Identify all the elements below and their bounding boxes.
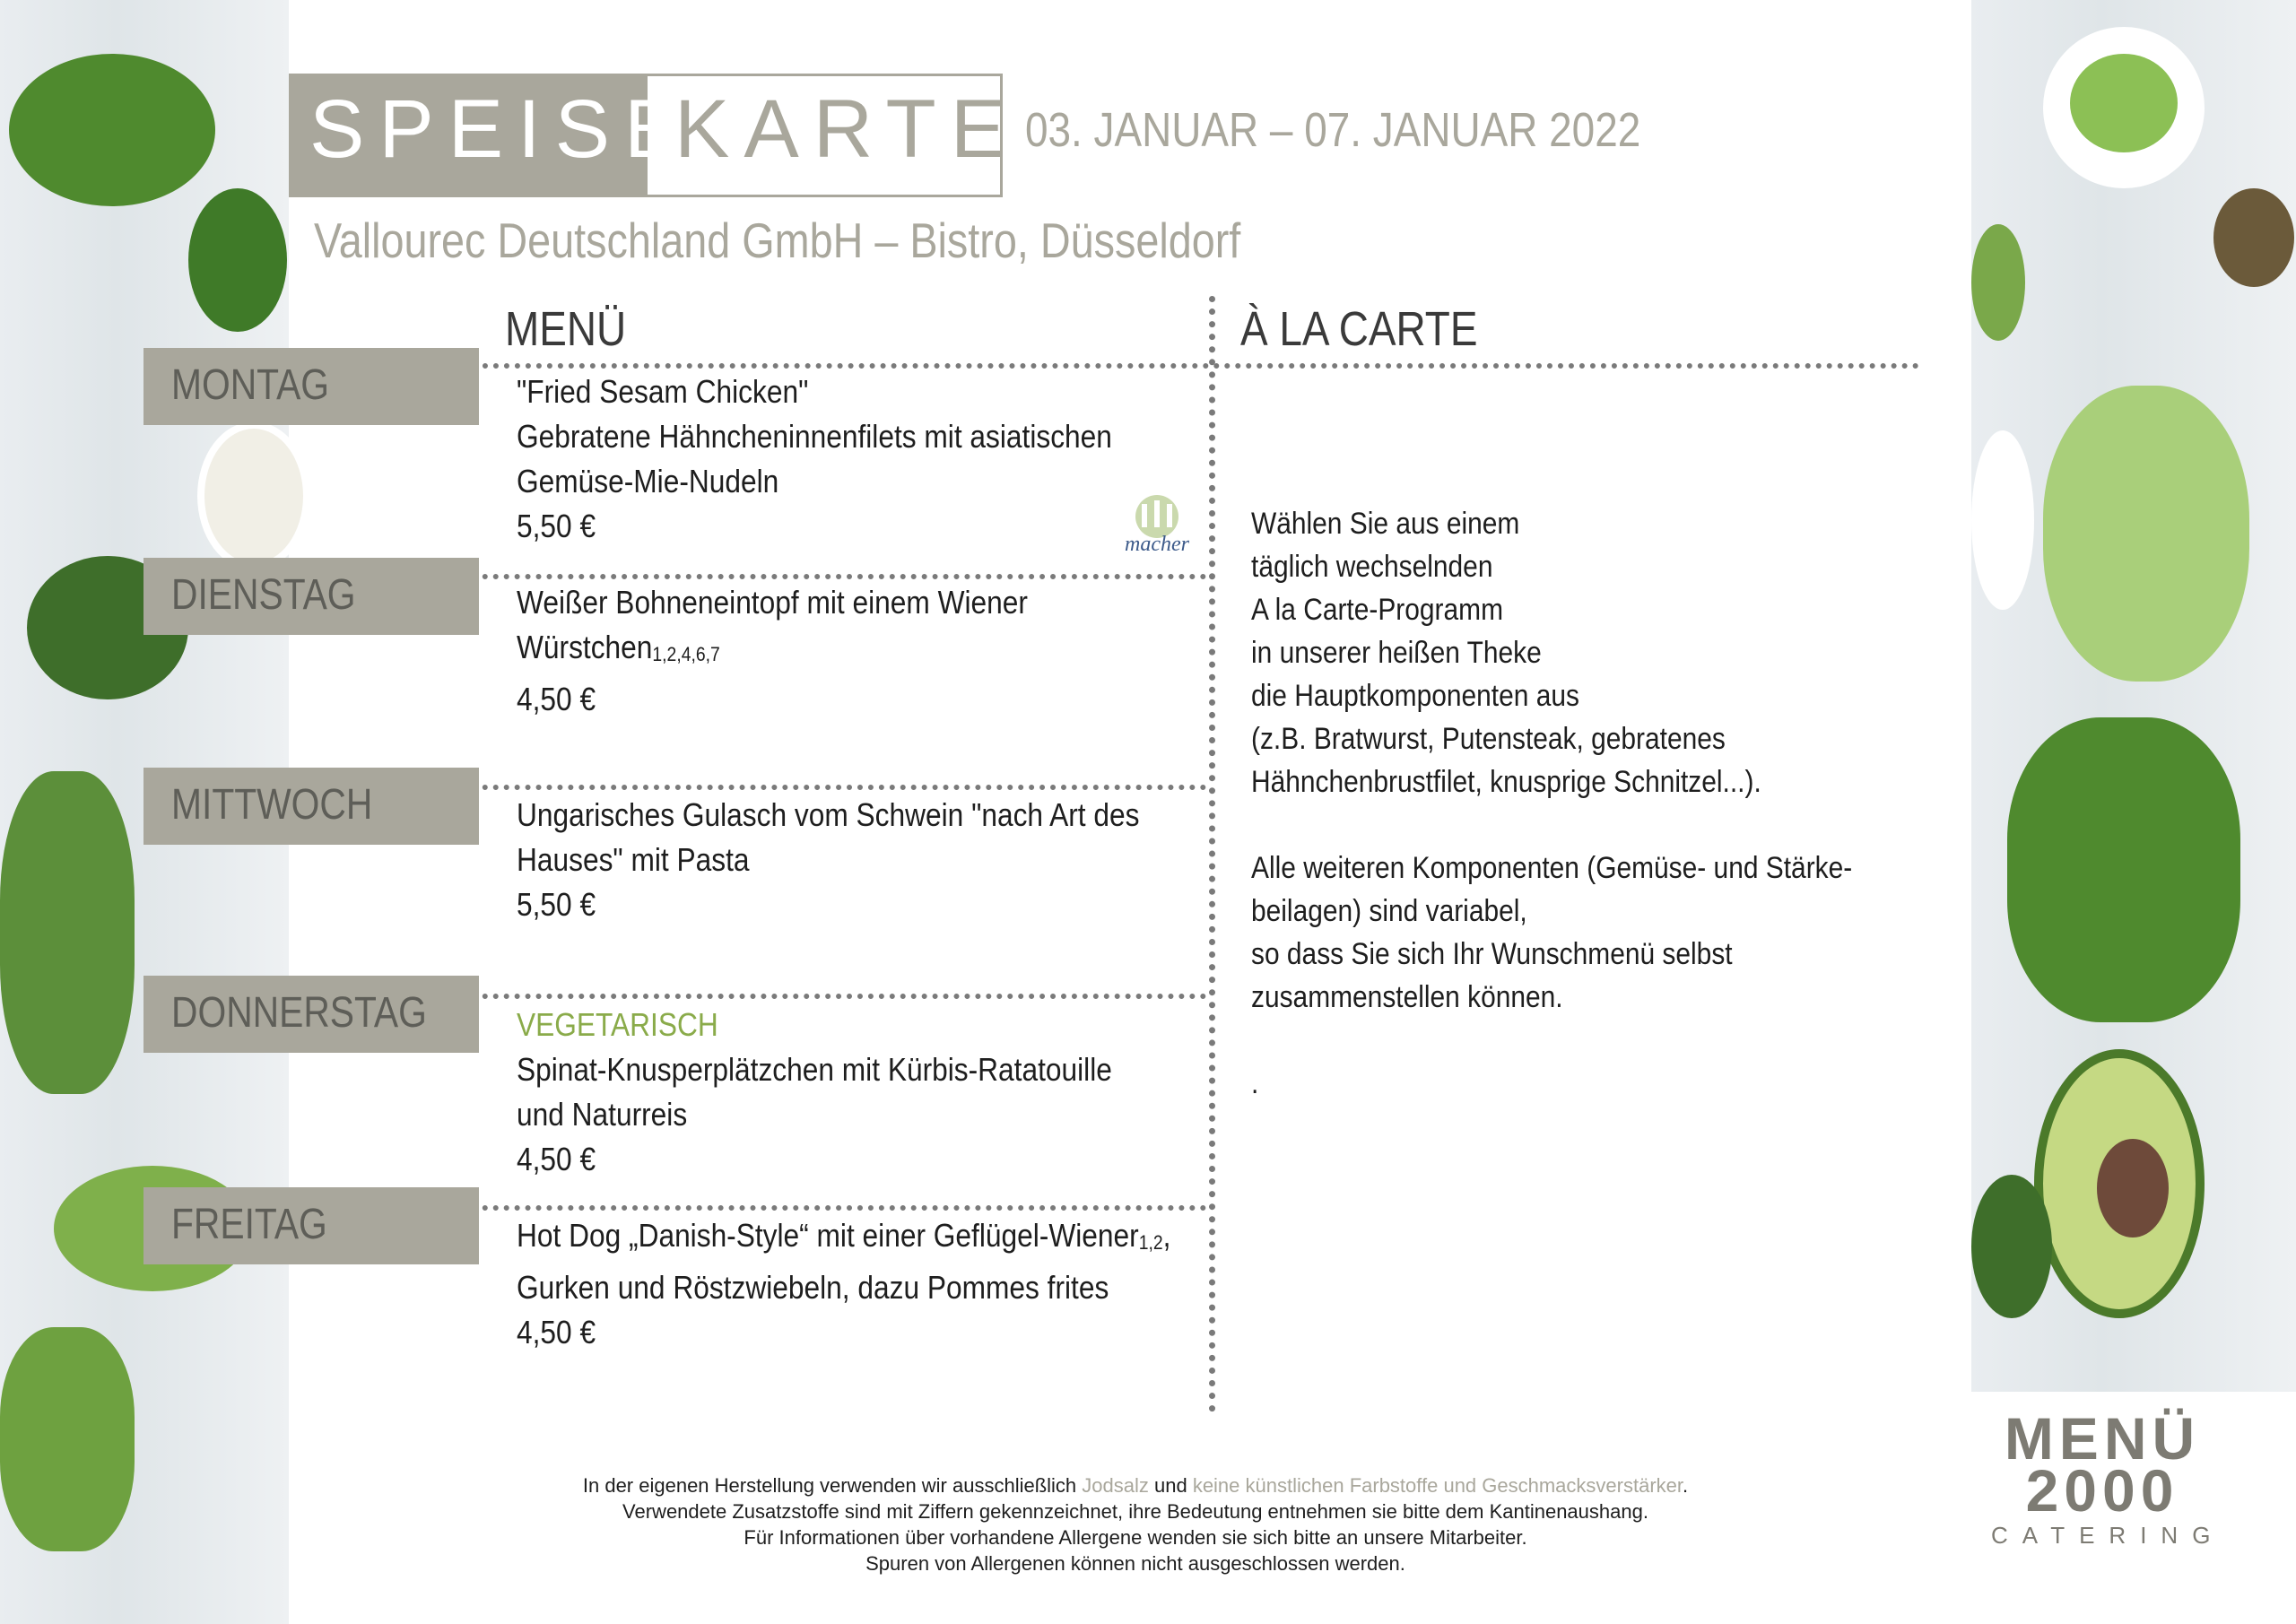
day-label-donnerstag: DONNERSTAG bbox=[171, 989, 427, 1037]
dish-line: Hauses" mit Pasta bbox=[517, 841, 750, 878]
divider-mittwoch bbox=[439, 785, 1206, 790]
additive-numbers: 1,2,4,6,7 bbox=[652, 643, 720, 665]
dish-line bbox=[517, 1213, 1170, 1265]
dish-line: Weißer Bohneneintopf mit einem Wiener bbox=[517, 584, 1028, 621]
additive-numbers: 1,2 bbox=[1138, 1231, 1163, 1254]
dish-freitag bbox=[517, 1213, 1170, 1355]
dish-price: 4,50 € bbox=[517, 1314, 596, 1350]
dish-line: "Fried Sesam Chicken" bbox=[517, 373, 809, 410]
day-label-dienstag: DIENSTAG bbox=[171, 571, 356, 619]
dish-text-end: , bbox=[1162, 1217, 1171, 1254]
footer-notes bbox=[436, 1472, 1835, 1576]
footer-line-4: Spuren von Allergenen können nicht ausgeschlossen werden. bbox=[865, 1552, 1405, 1575]
a-la-carte-description: Wählen Sie aus einem täglich wechselnden A la Carte-Programm in unserer heißen Theke die Hauptkomponenten aus (z.B. Bratwurst, Putensteak, gebratenes Hähnchenbrustfilet, knusprige Schnitzel...). Alle weiteren Komponenten (Gemüse- und Stärke- beilagen) sind variabel, so dass Sie sich Ihr Wunschmenü selbst zusammenstellen können. . bbox=[1251, 507, 1853, 1100]
footer-line-1 bbox=[436, 1472, 1835, 1498]
dish-line: Gemüse-Mie-Nudeln bbox=[517, 463, 779, 499]
dish-text: Hot Dog „Danish-Style“ mit einer Geflügel-Wiener bbox=[517, 1217, 1139, 1254]
footer-line-3: Für Informationen über vorhandene Allergene wenden sie sich bitte an unsere Mitarbeiter. bbox=[744, 1526, 1527, 1549]
footer-line-2: Verwendete Zusatzstoffe sind mit Ziffern gekennzeichnet, ihre Bedeutung entnehmen sie bitte dem Kantinenaushang. bbox=[622, 1500, 1648, 1523]
location-title: Vallourec Deutschland GmbH – Bistro, Düsseldorf bbox=[314, 213, 1241, 268]
macher-badge-icon bbox=[1108, 491, 1206, 563]
column-divider bbox=[1209, 296, 1215, 1412]
footer-text: . bbox=[1683, 1474, 1689, 1497]
divider-montag bbox=[439, 363, 1919, 369]
dish-line: und Naturreis bbox=[517, 1096, 688, 1133]
dish-line: Gurken und Röstzwiebeln, dazu Pommes frites bbox=[517, 1269, 1109, 1306]
footer-highlight-jodsalz: Jodsalz bbox=[1082, 1474, 1149, 1497]
macher-badge-text: macher bbox=[1125, 533, 1189, 556]
date-range: 03. JANUAR – 07. JANUAR 2022 bbox=[1025, 103, 1641, 157]
day-label-mittwoch: MITTWOCH bbox=[171, 781, 373, 829]
dish-price: 5,50 € bbox=[517, 886, 596, 923]
dish-donnerstag bbox=[517, 1003, 1112, 1182]
logo-catering: CATERING bbox=[1991, 1522, 2225, 1549]
title-speise: SPEISE bbox=[309, 83, 694, 175]
dish-price: 4,50 € bbox=[517, 681, 596, 717]
dish-line bbox=[517, 625, 1028, 677]
dish-dienstag bbox=[517, 580, 1028, 722]
title-karte: KARTE bbox=[674, 83, 1021, 175]
logo-2000: 2000 bbox=[2025, 1457, 2179, 1524]
vegetarian-tag: VEGETARISCH bbox=[517, 1006, 718, 1043]
vegetable-photo-right bbox=[1971, 0, 2296, 1392]
divider-donnerstag bbox=[439, 994, 1206, 999]
menu2000-logo bbox=[1991, 1405, 2225, 1550]
a-la-carte-heading: À LA CARTE bbox=[1240, 302, 1478, 356]
footer-text: In der eigenen Herstellung verwenden wir ausschließlich bbox=[582, 1474, 1083, 1497]
dish-price: 5,50 € bbox=[517, 508, 596, 544]
dish-price: 4,50 € bbox=[517, 1141, 596, 1177]
footer-text: und bbox=[1148, 1474, 1193, 1497]
dish-text: Würstchen bbox=[517, 629, 653, 665]
day-label-freitag: FREITAG bbox=[171, 1201, 327, 1248]
dish-montag bbox=[517, 369, 1112, 549]
dish-mittwoch bbox=[517, 793, 1139, 927]
dish-line: Ungarisches Gulasch vom Schwein "nach Art des bbox=[517, 796, 1140, 833]
divider-dienstag bbox=[439, 574, 1206, 579]
dish-line: Spinat-Knusperplätzchen mit Kürbis-Ratatouille bbox=[517, 1051, 1112, 1088]
logo-menu: MENÜ bbox=[2004, 1405, 2201, 1472]
day-label-montag: MONTAG bbox=[171, 361, 330, 409]
divider-freitag bbox=[439, 1205, 1206, 1211]
dish-line: Gebratene Hähncheninnenfilets mit asiatischen bbox=[517, 418, 1112, 455]
menu-column-heading: MENÜ bbox=[505, 302, 627, 356]
footer-highlight-additives: keine künstlichen Farbstoffe und Geschmacksverstärker bbox=[1192, 1474, 1683, 1497]
